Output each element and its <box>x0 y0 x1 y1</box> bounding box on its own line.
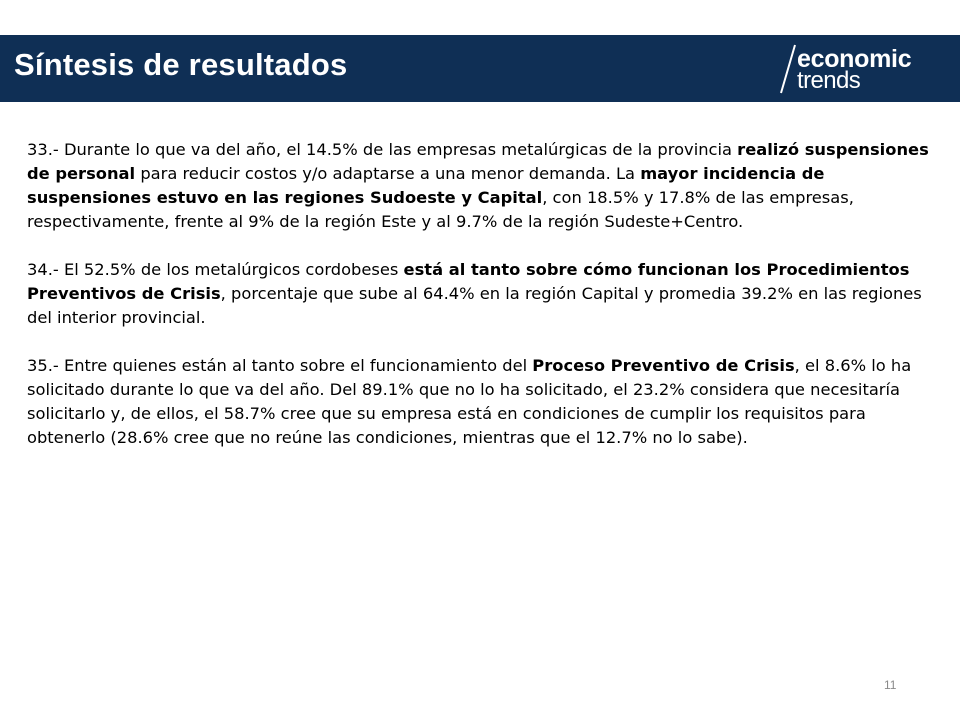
bold-text-run: mayor incidencia de suspensiones estuvo en las regiones Sudoeste y Capital <box>27 164 825 207</box>
slide-title: Síntesis de resultados <box>14 47 348 82</box>
bold-text-run: está al tanto sobre cómo funcionan los Procedimientos Preventivos de Crisis <box>27 260 910 303</box>
text-run: , porcentaje que sube al 64.4% en la región Capital y promedia 39.2% en las regiones del interior provincial. <box>27 284 922 327</box>
logo-word-trends: trends <box>797 67 861 94</box>
economic-trends-logo <box>778 43 948 95</box>
page-number: 11 <box>884 678 897 692</box>
text-run: , el 8.6% lo ha solicitado durante lo que va del año. Del 89.1% que no lo ha solicitado, el 23.2% considera que necesitaría solicitarlo y, de ellos, el 58.7% cree que su empresa está en condiciones de cumplir los requisitos para obtenerlo (28.6% cree que no reúne las condiciones, mientras que el 12.7% no lo sabe). <box>27 356 912 447</box>
text-run: 34.- El 52.5% de los metalúrgicos cordobeses <box>27 260 404 279</box>
bold-text-run: Proceso Preventivo de Crisis <box>532 356 795 375</box>
content-area <box>27 138 947 474</box>
paragraph-33 <box>27 138 947 234</box>
text-run: , con 18.5% y 17.8% de las empresas, respectivamente, frente al 9% de la región Este y al 9.7% de la región Sudeste+Centro. <box>27 188 854 231</box>
logo-word-economic: economic <box>797 45 912 73</box>
text-run: 35.- Entre quienes están al tanto sobre el funcionamiento del <box>27 356 533 375</box>
text-run: para reducir costos y/o adaptarse a una menor demanda. La <box>135 164 641 183</box>
paragraph-34 <box>27 258 947 330</box>
bold-text-run: realizó suspensiones de personal <box>27 140 929 183</box>
header-bar <box>0 35 960 102</box>
logo-slash-icon <box>778 43 798 95</box>
paragraph-35 <box>27 354 947 450</box>
text-run: 33.- Durante lo que va del año, el 14.5% de las empresas metalúrgicas de la provincia <box>27 140 738 159</box>
